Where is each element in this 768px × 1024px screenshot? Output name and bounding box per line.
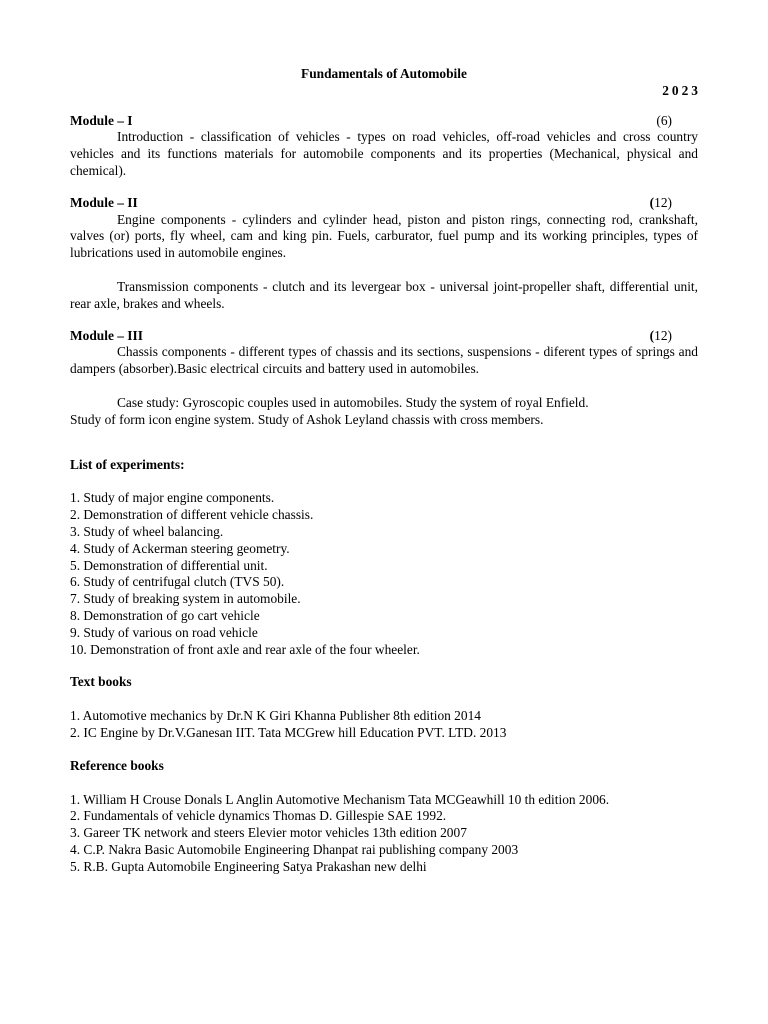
module-3-chassis-description: Chassis components - different types of chassis and its sections, suspensions - diferent types of springs and dampers (absorber).Basic electrical circuits and battery used in automobiles. bbox=[70, 344, 698, 377]
list-item: 8. Demonstration of go cart vehicle bbox=[70, 607, 260, 623]
experiments-list bbox=[70, 490, 698, 658]
list-item: 2. Demonstration of different vehicle chassis. bbox=[70, 507, 314, 523]
module-1-heading: Module – I bbox=[70, 112, 133, 128]
text-books-heading: Text books bbox=[70, 674, 132, 690]
list-item: 1. William H Crouse Donals L Anglin Automotive Mechanism Tata MCGeawhill 10 th edition 2006. bbox=[70, 791, 610, 807]
list-item: 3. Study of wheel balancing. bbox=[70, 523, 224, 539]
text-books-list bbox=[70, 708, 698, 742]
module-2-engine-description: Engine components - cylinders and cylinder head, piston and piston rings, connecting rod, crankshaft, valves (or) ports, fly wheel, cam and king pin. Fuels, carburator, fuel pump and its working principles, types of lubrications used in automobile engines. bbox=[70, 211, 698, 261]
list-item: 1. Automotive mechanics by Dr.N K Giri Khanna Publisher 8th edition 2014 bbox=[70, 708, 481, 724]
module-2-transmission-description: Transmission components - clutch and its levergear box - universal joint-propeller shaft, differential unit, rear axle, brakes and wheels. bbox=[70, 278, 698, 311]
module-2-heading-row bbox=[70, 195, 698, 212]
list-item: 10. Demonstration of front axle and rear axle of the four wheeler. bbox=[70, 641, 420, 657]
experiments-heading: List of experiments: bbox=[70, 456, 185, 472]
reference-books-list bbox=[70, 792, 698, 876]
syllabus-page bbox=[70, 66, 701, 875]
module-3-case-study-line-1: Case study: Gyroscopic couples used in automobiles. Study the system of royal Enfield. bbox=[117, 394, 589, 410]
list-item: 4. C.P. Nakra Basic Automobile Engineering Dhanpat rai publishing company 2003 bbox=[70, 841, 519, 857]
module-3-case-study-line-2: Study of form icon engine system. Study of Ashok Leyland chassis with cross members. bbox=[70, 411, 544, 427]
list-item: 9. Study of various on road vehicle bbox=[70, 624, 258, 640]
module-3-heading-row bbox=[70, 328, 698, 345]
list-item: 6. Study of centrifugal clutch (TVS 50). bbox=[70, 574, 285, 590]
list-item: 2. IC Engine by Dr.V.Ganesan IIT. Tata MCGrew hill Education PVT. LTD. 2013 bbox=[70, 724, 507, 740]
list-item: 4. Study of Ackerman steering geometry. bbox=[70, 540, 290, 556]
module-2-marks: (12) bbox=[649, 194, 672, 210]
document-title: Fundamentals of Automobile bbox=[301, 66, 467, 81]
document-year: 2023 bbox=[662, 82, 701, 98]
module-2-heading: Module – II bbox=[70, 194, 138, 210]
module-1-heading-row bbox=[70, 113, 698, 130]
module-1-marks: (6) bbox=[656, 112, 672, 128]
module-3-heading: Module – III bbox=[70, 327, 143, 343]
list-item: 1. Study of major engine components. bbox=[70, 490, 275, 506]
reference-books-heading: Reference books bbox=[70, 757, 164, 773]
list-item: 7. Study of breaking system in automobile. bbox=[70, 591, 301, 607]
list-item: 5. Demonstration of differential unit. bbox=[70, 557, 268, 573]
list-item: 3. Gareer TK network and steers Elevier motor vehicles 13th edition 2007 bbox=[70, 825, 467, 841]
module-1-description: Introduction - classification of vehicles - types on road vehicles, off-road vehicles and cross country vehicles and its functions materials for automobile components and its properties (Mechanical, physical and chemical). bbox=[70, 129, 698, 178]
list-item: 5. R.B. Gupta Automobile Engineering Satya Prakashan new delhi bbox=[70, 858, 427, 874]
list-item: 2. Fundamentals of vehicle dynamics Thomas D. Gillespie SAE 1992. bbox=[70, 808, 447, 824]
module-3-marks: (12) bbox=[649, 327, 672, 343]
